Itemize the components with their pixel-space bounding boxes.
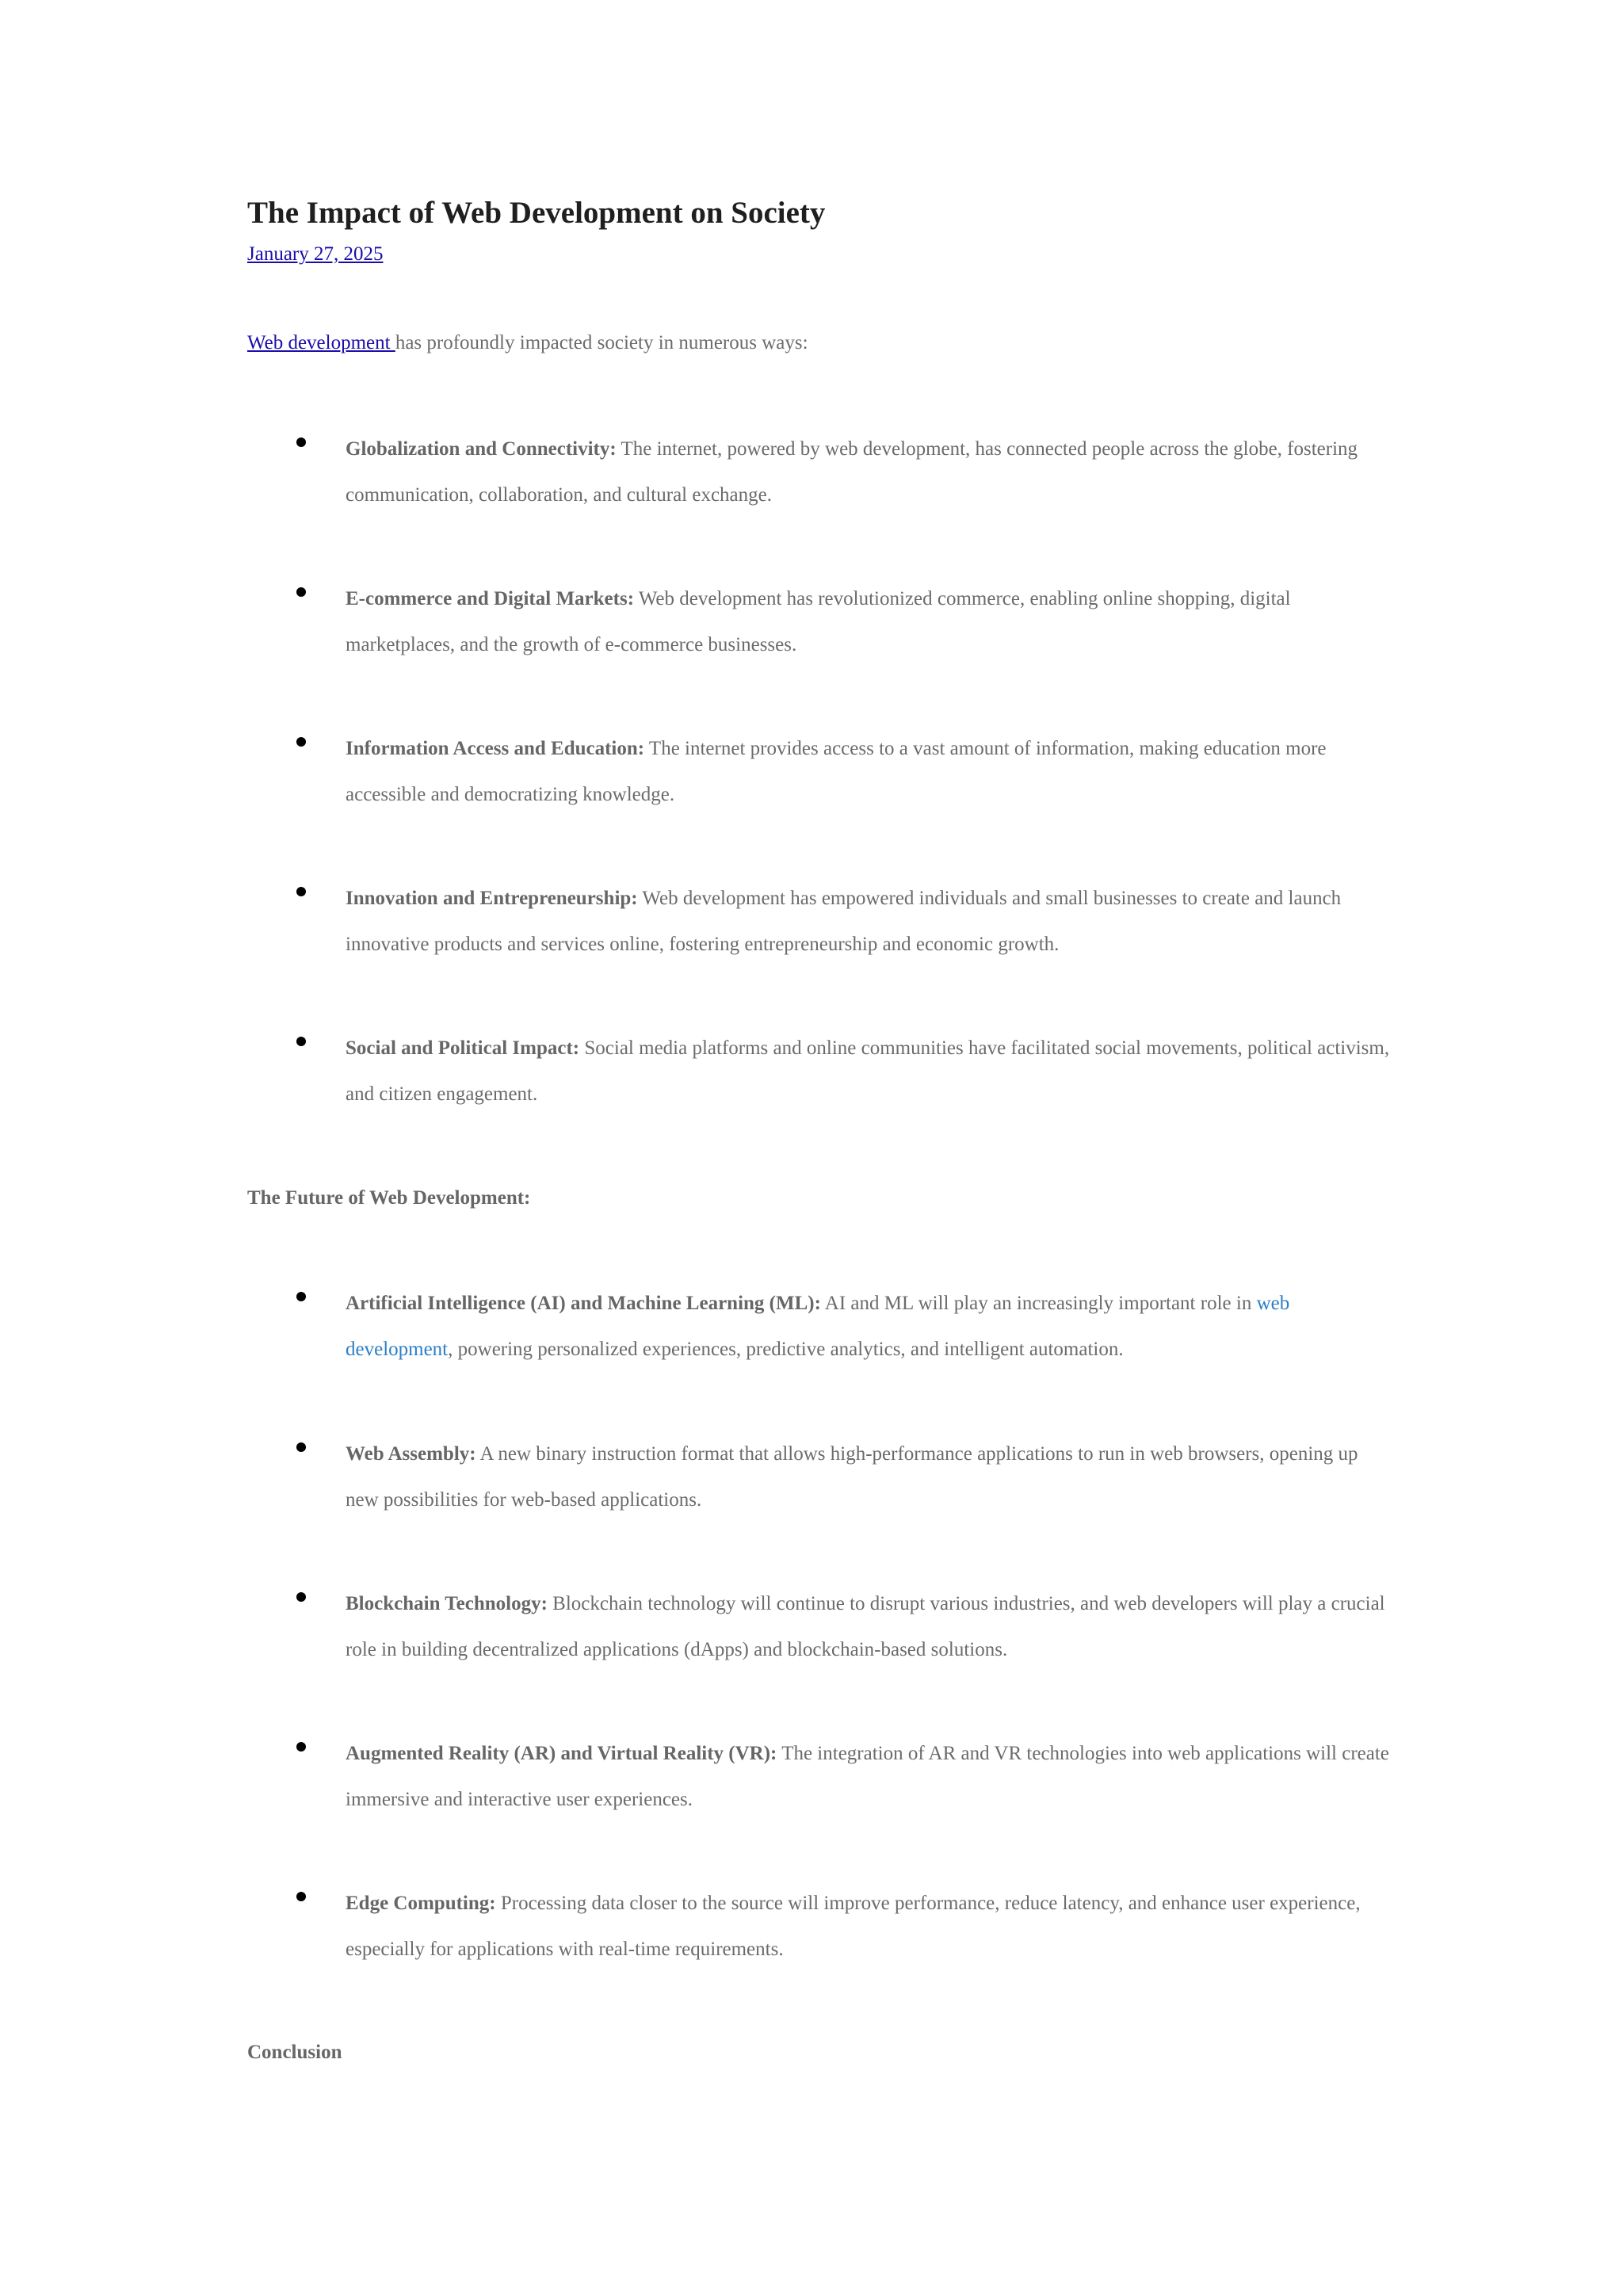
future-text: , powering personalized experiences, predictive analytics, and intelligent automation. <box>448 1339 1124 1360</box>
bullet-icon <box>296 1892 306 1901</box>
impact-heading: Globalization and Connectivity: <box>346 438 617 460</box>
intro-paragraph <box>247 332 808 354</box>
web-development-inline-link[interactable]: web development <box>346 1293 1290 1360</box>
impact-item-social-political <box>346 1026 1392 1117</box>
bullet-icon <box>296 437 306 447</box>
bullet-icon <box>296 1442 306 1452</box>
bullet-icon <box>296 587 306 597</box>
future-text: AI and ML will play an increasingly important role in <box>820 1293 1257 1314</box>
impact-heading: Information Access and Education: <box>346 738 645 759</box>
impact-text: The internet provides access to a vast amount of information, making education more accessible and democratizing knowledge. <box>346 738 1327 805</box>
impact-heading: E-commerce and Digital Markets: <box>346 588 635 609</box>
bullet-icon <box>296 1292 306 1301</box>
bullet-icon <box>296 1592 306 1602</box>
impact-heading: Social and Political Impact: <box>346 1037 580 1059</box>
future-text: Blockchain technology will continue to disrupt various industries, and web developers will play a crucial role in building decentralized applications (dApps) and blockchain-based solutions. <box>346 1593 1385 1660</box>
impact-item-ecommerce <box>346 576 1392 668</box>
impact-item-innovation <box>346 876 1392 968</box>
future-item-blockchain <box>346 1581 1392 1673</box>
future-item-ar-vr <box>346 1731 1392 1823</box>
article-title: The Impact of Web Development on Society <box>247 196 826 230</box>
future-text: Processing data closer to the source will improve performance, reduce latency, and enhance user experience, especially for applications with real-time requirements. <box>346 1893 1361 1960</box>
impact-item-information-access <box>346 726 1392 818</box>
future-item-web-assembly <box>346 1431 1392 1523</box>
impact-item-globalization <box>346 426 1392 518</box>
impact-text: The internet, powered by web development, has connected people across the globe, fostering communication, collaboration, and cultural exchange. <box>346 438 1358 506</box>
conclusion-heading: Conclusion <box>247 2042 342 2063</box>
future-item-edge-computing <box>346 1881 1392 1973</box>
future-heading: Artificial Intelligence (AI) and Machine Learning (ML): <box>346 1293 821 1314</box>
future-section-heading: The Future of Web Development: <box>247 1187 531 1209</box>
impact-text: Social media platforms and online communities have facilitated social movements, political activism, and citizen engagement. <box>346 1037 1390 1105</box>
future-heading: Augmented Reality (AR) and Virtual Reality (VR): <box>346 1743 777 1764</box>
intro-text: has profoundly impacted society in numerous ways: <box>395 332 808 353</box>
impact-text: Web development has revolutionized commerce, enabling online shopping, digital marketplaces, and the growth of e-commerce businesses. <box>346 588 1291 655</box>
future-heading: Web Assembly: <box>346 1443 476 1465</box>
future-heading: Edge Computing: <box>346 1893 496 1914</box>
impact-text: Web development has empowered individuals and small businesses to create and launch innovative products and services online, fostering entrepreneurship and economic growth. <box>346 888 1342 955</box>
web-development-link[interactable]: Web development <box>247 332 395 353</box>
bullet-icon <box>296 737 306 747</box>
bullet-icon <box>296 1037 306 1046</box>
future-text: A new binary instruction format that allows high-performance applications to run in web browsers, opening up new possibilities for web-based applications. <box>346 1443 1358 1511</box>
bullet-icon <box>296 1742 306 1752</box>
future-heading: Blockchain Technology: <box>346 1593 548 1614</box>
future-item-ai-ml <box>346 1281 1392 1373</box>
article-date-link[interactable]: January 27, 2025 <box>247 243 384 265</box>
bullet-icon <box>296 887 306 896</box>
future-text: The integration of AR and VR technologies into web applications will create immersive and interactive user experiences. <box>346 1743 1389 1810</box>
impact-heading: Innovation and Entrepreneurship: <box>346 888 638 909</box>
